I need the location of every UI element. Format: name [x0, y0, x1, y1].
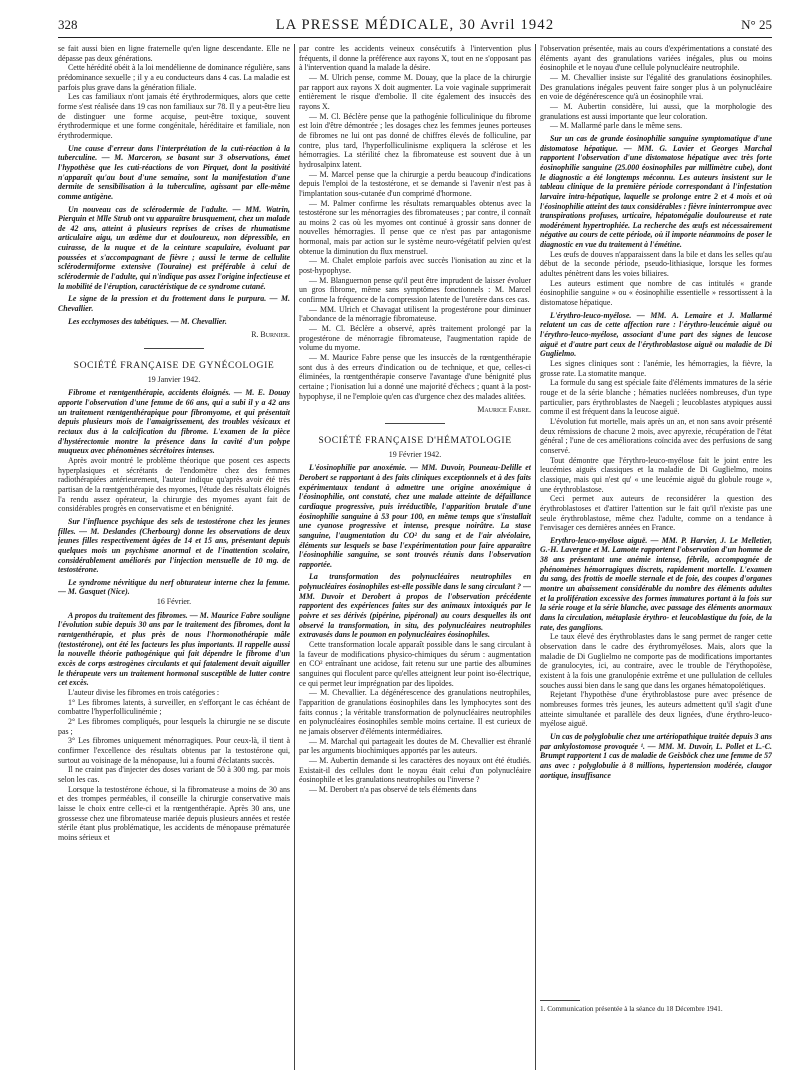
column-divider	[294, 44, 295, 1070]
article-heading-paragraph: L'érythro-leuco-myélose. — MM. A. Lemaire et J. Mallarmé relatent un cas de cette affection rare : l'érythro-leucémie aiguë ou l'érythro-leuco-myélose, associant d'une part des signes de leucose aiguë et d'autre part ceux de l'érythroblastose aiguë ou maladie de Di Guglielmo.	[540, 310, 772, 359]
society-section-title: SOCIÉTÉ FRANÇAISE D'HÉMATOLOGIE	[318, 434, 512, 446]
paragraph: La formule du sang est spéciale faite d'éléments immatures de la série rouge et de la série blanche ; hématies nucléées nombreuses, d'un type particulier, pars érythroblastes de Naegeli ; leucoblastes atypiques aussi comme il est fréquent dans la leucose aiguë.	[540, 378, 772, 417]
paragraph: — M. Cl. Béclère a observé, après traitement prolongé par la progestérone de ménorragie fibromateuse, l'augmentation rapide de volume du myome.	[299, 324, 531, 353]
paragraph: Les œufs de douves n'apparaissent dans la bile et dans les selles qu'au début de la seconde période, pseudo-lithiasique, lorsque les formes adultes pénètrent dans les voies biliaires.	[540, 249, 772, 279]
session-date: 19 Janvier 1942.	[147, 374, 201, 384]
column-divider	[535, 44, 536, 1070]
page-number: 328	[58, 17, 78, 32]
session-date: 16 Février.	[156, 597, 192, 607]
section-divider	[144, 348, 204, 349]
article-heading-paragraph: Sur un cas de grande éosinophilie sanguine symptomatique d'une distomatose hépatique. — MM. G. Lavier et Georges Marchal rapportent l'observation d'une distomatose hépatique avec très forte éosinophilie sanguine (25.000 éosinophiles par millimètre cube), dont le diagnostic a été longtemps méconnu. Les auteurs insistent sur le tableau clinique de la première période correspondant à l'infestation larvaire intra-hépatique, laquelle se prolonge entre 2 et 4 mois et où l'éosinophilie atteint des taux considérables : fièvre ininterrompue avec transpirations profuses, urticaire, hépatomégalie douloureuse et rate modérément hypertrophiée. La recherche des œufs est nécessairement négative au cours de cette période, où il importe néanmoins de poser le diagnostic en vue du traitement à l'émétine.	[540, 133, 772, 250]
article-heading-paragraph: Une cause d'erreur dans l'interprétation de la cuti-réaction à la tuberculine. — M. Marceron, se basant sur 3 observations, émet l'hypothèse que les cuti-réactions de von Pirquet, dont la positivité n'apparaît qu'au bout d'une semaine, sont la manifestation d'une dermite de sensibilisation à la tuberculine, agissant par elle-même comme antigène.	[58, 143, 290, 201]
column-3	[540, 44, 772, 994]
page-header	[58, 17, 772, 35]
paragraph: par contre les accidents veineux consécutifs à l'intervention plus fréquents, il donne la préférence aux rayons X, tout en ne s'opposant pas à l'intervention quand la malade la désire.	[299, 44, 531, 73]
paragraph: L'évolution fut mortelle, mais après un an, et non sans avoir présenté deux rémissions de chacune 2 mois, avec apyrexie, récupération de l'état général ; l'une de ces améliorations coïncida avec des perfusions de sang conservé.	[540, 416, 772, 455]
paragraph: — M. Ulrich pense, comme M. Douay, que la place de la chirurgie par rapport aux rayons X doit augmenter. La voie vaginale supprimerait entièrement le risque d'embolie. Il cite également des insuccès des rayons X.	[299, 72, 531, 111]
paragraph: — M. Derobert n'a pas observé de tels éléments dans	[309, 784, 477, 794]
paragraph: — M. Cl. Béclère pense que la pathogénie folliculinique du fibrome est loin d'être démontrée ; les dosages chez les femmes jeunes porteuses de fibromes ne lui ont pas donné de chiffres élevés de folliculine, par contre, plus tard, l'hyperfolliculinisme expliquera la sclérose et les hémorragies. La stérilité chez la fibromateuse est souvent due à un hydrosalpinx latent.	[299, 111, 531, 169]
paragraph: Tout démontre que l'érythro-leuco-myélose fait le joint entre les leucémies aiguës classiques et la maladie de Di Guglielmo, moins classique, mais qui n'est qu' « une leucémie aiguë du globule rouge », une érythroblastose.	[540, 455, 772, 494]
paragraph: 2° Les fibromes compliqués, pour lesquels la chirurgie ne se discute pas ;	[58, 717, 290, 736]
paragraph: Lorsque la testostérone échoue, si la fibromateuse a moins de 30 ans et des trompes perméables, il conseille la chirurgie conservative mais laisse le choix entre celle-ci et la rœntgenthérapie. Après 30 ans, une grossesse chez une fibromateuse mariée depuis plusieurs années et restée stérile étant plus problématique, les accidents de ménopause prématurée moins sérieux et	[58, 784, 290, 842]
paragraph: l'observation présentée, mais au cours d'expérimentations a constaté des éléments ayant des granulations variées inégales, plus ou moins éosinophile et le noyau d'une cellule polynucléaire neutrophile.	[540, 44, 772, 73]
paragraph: Ceci permet aux auteurs de reconsidérer la question des érythroblastoses et d'attirer l'attention sur le fait qu'il n'existe pas une seule érythroblastose, même chez l'adulte, comme on a tendance à l'envisager ces dernières années en France.	[540, 494, 772, 533]
paragraph: — M. Blanguernon pense qu'il peut être imprudent de laisser évoluer un gros fibrome, même sans symptômes fonctionnels : M. Marcel confirme la fréquence de la compression latente de l'uretère dans ces cas.	[299, 275, 531, 305]
article-heading-paragraph: Le syndrome névritique du nerf obturateur interne chez la femme. — M. Gasquet (Nice).	[58, 577, 290, 597]
paragraph: Les signes cliniques sont : l'anémie, les hémorragies, la fièvre, la grosse rate. La stomatite manque.	[540, 359, 772, 378]
paragraph: Les auteurs estiment que nombre de cas intitulés « grande éosinophilie sanguine » ou « éosinophilie essentielle » ressortissent à la distomatose hépatique.	[540, 278, 772, 308]
paragraph: — M. Chevallier. La dégénérescence des granulations neutrophiles, l'apparition de granulations éosinophiles dans les lymphocytes sont des faits connus ; la véritable transformation de polynucléaires neutrophiles en polynucléaires éosinophiles semble moins certaine. Il est curieux de ne jamais observer d'éléments intermédiaires.	[299, 688, 531, 736]
paragraph: — M. Mallarmé parle dans le même sens.	[550, 121, 683, 131]
paragraph: Le taux élevé des érythroblastes dans le sang permet de ranger cette observation dans le cadre des érythromyéloses. Mais, alors que la maladie de Di Guglielmo ne comporte pas de modifications importantes de granulocytes, ici, au contraire, avec le trouble de l'érythopoïèse, existent à la fois une granulopénie extrême et une pullulation de cellules souches aussi bien dans le sang que dans les organes hématopoïétiques.	[540, 632, 772, 690]
article-heading-paragraph: L'éosinophilie par anoxémie. — MM. Duvoir, Pouneau-Delille et Derobert se rapportant à des faits cliniques exceptionnels et à des faits expérimentaux tendant à admettre une origine anoxémique à l'éosinophilie, ont constaté, chez une malade atteinte de défaillance cardiaque progressive, puis irréductible, l'apparition brutale d'une éosinophilie sanguine à 53 pour 100, en même temps que s'installait une cyanose progressive et intense, presque noirâtre. La stase sanguine, l'augmentation du CO² du sang et de l'air alvéolaire, éléments sur lesquels se base l'expérimentation pour faire apparaître l'éosinophilie sanguine, se sont trouvés réunis dans l'observation rapportée.	[299, 463, 531, 569]
paragraph: — M. Aubertin considère, lui aussi, que la morphologie des granulations est aussi importante que leur coloration.	[540, 101, 772, 121]
paragraph: se fait aussi bien en ligne fraternelle qu'en ligne descendante. Elle ne dépasse pas deux générations.	[58, 44, 290, 63]
paragraph: — M. Maurice Fabre pense que les insuccès de la rœntgenthérapie sont dus à des erreurs d'indication ou de technique, et que, celles-ci éliminées, la rœntgenthérapie conserve l'avantage d'une bénignité plus certaine ; l'ionisation lui a donné une majorité d'échecs ; quant à la post-hypophyse, il ne l'emploie qu'en cas d'urgence chez des malades alitées.	[299, 353, 531, 401]
article-heading-paragraph: A propos du traitement des fibromes. — M. Maurice Fabre souligne l'évolution subie depuis 30 ans par le traitement des fibromes, dont la rœntgenthérapie, et plus près de nous l'hormonothérapie mâle (testostérone), ont été les facteurs les plus importants. Il rappelle aussi la nouvelle théorie pathogénique qui fait dépendre le fibrome d'un excès de corps œstrogènes circulants et qui fatalement devait aiguiller le thérapeute vers un traitement hormonal susceptible de lutter contre cet excès.	[58, 610, 290, 688]
article-heading-paragraph: La transformation des polynucléaires neutrophiles en polynucléaires éosinophiles est-elle possible dans le sang circulant ? — MM. Duvoir et Derobert à propos de l'observation précédente rapportent des expériences faites sur des animaux intoxiqués par le poivre et ses dérivés (pipérine, pipéronal) au cours desquelles ils ont observé la transformation, in situ, des polynucléaires neutrophiles extravasés dans le poumon en polynucléaires éosinophiles.	[299, 572, 531, 640]
author-signature: Maurice Fabre.	[477, 405, 531, 415]
paragraph: Cette transformation locale apparaît possible dans le sang circulant à la faveur de modifications physico-chimiques du sérum : augmentation en CO² entraînant une acidose, fait retenu sur une partie des albumines sanguines qui floculent parce qu'elles atteignent leur point iso-électrique, ce qui permet leur imprégnation par des lipoïdes.	[299, 640, 531, 688]
paragraph: L'auteur divise les fibromes en trois catégories :	[68, 688, 220, 698]
article-heading-paragraph: Le signe de la pression et du frottement dans le purpura. — M. Chevallier.	[58, 294, 290, 314]
issue-number: N° 25	[741, 17, 772, 32]
paragraph: — MM. Ulrich et Chavagat utilisent la progestérone pour diminuer l'abondance de la ménorragie fibromateuse.	[299, 304, 531, 324]
paragraph: — M. Chevallier insiste sur l'égalité des granulations éosinophiles. Des granulations inégales peuvent faire songer plus à un polynucléaire en voie de dégénérescence qu'à un éosinophile vrai.	[540, 72, 772, 102]
paragraph: 1° Les fibromes latents, à surveiller, en s'efforçant le cas échéant de combattre l'hyperfolliculinémie ;	[58, 697, 290, 717]
article-heading-paragraph: Un cas de polyglobulie chez une artériopathique traitée depuis 3 ans par ankylostomose provoquée ¹. — MM. M. Duvoir, L. Pollet et L.-C. Brumpt rapportent 1 cas de maladie de Geisböck chez une femme de 57 ans avec : polyglobulie à 8 millions, hypertension modérée, claugor aortique, insuffisance	[540, 731, 772, 780]
footnote: 1. Communication présentée à la séance du 18 Décembre 1941.	[540, 1005, 723, 1013]
header-rule	[58, 37, 772, 38]
session-date: 19 Février 1942.	[388, 449, 442, 459]
article-heading-paragraph: Les ecchymoses des tabétiques. — M. Chevallier.	[68, 316, 227, 326]
paragraph: — M. Marcel pense que la chirurgie a perdu beaucoup d'indications depuis l'emploi de la testostérone, et se demande si l'avenir n'est pas à l'implantation sous-cutanée d'un comprimé d'hormone.	[299, 169, 531, 198]
paragraph: Rejetant l'hypothèse d'une érythroblastose pure avec présence de nombreuses formes très jeunes, les auteurs admettent qu'il s'agit d'une atteinte simultanée et parallèle des deux lignées, d'une érythro-leuco-myélose aiguë.	[540, 690, 772, 729]
column-1	[58, 44, 290, 1070]
masthead-title: LA PRESSE MÉDICALE, 30 Avril 1942	[275, 17, 555, 33]
paragraph: — M. Palmer confirme les résultats remarquables obtenus avec la testostérone sur les ménorragies des fibromateuses ; par contre, il connaît au moins 2 cas où les myomes ont continué à grossir sans donner de nouvelles hémorragies. Il pense que ce n'est pas par antagonisme hormonal, mais par action sur le système neuro-végétatif pelvien qu'est obtenue la diminution du flux menstruel.	[299, 198, 531, 256]
paragraph: Il ne craint pas d'injecter des doses variant de 50 à 300 mg. par mois selon les cas.	[58, 765, 290, 784]
section-divider	[385, 423, 445, 424]
paragraph: Après avoir montré le problème théorique que posent ces aspects hyperplasiques et sécrétants de l'endomètre chez des femmes radiothérapiées antérieurement, l'auteur indique qu'après avoir été très partisan de la rœntgenthérapie des myomes, l'étude des résultats éloignés l'a rendu assez opérateur, la chirurgie des myomes ayant fait de considérables progrès en conservatisme et en bénignité.	[58, 455, 290, 514]
paragraph: Cette hérédité obéit à la loi mendélienne de dominance régulière, sans prédominance sexuelle ; il y a eu conducteurs dans 4 cas. La maladie est parfois plus grave dans la génération filiale.	[58, 63, 290, 92]
paragraph: 3° Les fibromes uniquement ménorragiques. Pour ceux-là, il tient à confirmer l'excellence des résultats obtenus par la testostérone qui, surtout au voisinage de la ménopause, lui a fourni d'éclatants succès.	[58, 736, 290, 765]
paragraph: — M. Marchal qui partageait les doutes de M. Chevallier est éhranlé par les arguments biochimiques apportés par les auteurs.	[299, 736, 531, 756]
paragraph: — M. Chalet emploie parfois avec succès l'ionisation au zinc et la post-hypophyse.	[299, 256, 531, 276]
article-heading-paragraph: Erythro-leuco-myélose aiguë. — MM. P. Harvier, J. Le Melletier, G.-H. Lavergne et M. Lamotte rapportent l'observation d'un homme de 38 ans présentant une anémie intense, fébrile, accompagnée de phénomènes hémorragiques discrets, rapidement mortelle. L'examen du sang, des frottis de moelle sternale et de foie, des coupes d'organes montre un abaissement considérable du nombre des éléments adultes et la prolifération excessive des formes immatures portant à la fois sur la série rouge et la série blanche, avec passage des éléments anormaux dans la circulation, métaplasie érythro- et leucoblastique du foie, de la rate, des ganglions.	[540, 535, 772, 632]
paragraph: — M. Aubertin demande si les caractères des noyaux ont été étudiés. Existait-il des cellules dont le noyau était celui d'un polynucléaire éosinophile et les granulations neutrophiles ou l'inverse ?	[299, 755, 531, 785]
author-signature: R. Burnier.	[251, 330, 290, 340]
article-heading-paragraph: Un nouveau cas de sclérodermie de l'adulte. — MM. Watrin, Pierquin et Mlle Strub ont vu apparaître brusquement, chez un malade de 42 ans, atteint à plusieurs reprises de crises de rhumatisme articulaire aigu, un œdème dur et douloureux, non dépressible, en cuirasse, de la nuque et de la ceinture scapulaire, évoluant par poussées et s'accompagnant de fièvre ; aussi le terme de cellulite sclérodermiforme extensive (Touraine) est préférable à celui de sclérodermie de l'adulte, qui n'indique pas assez l'origine infectieuse et la mobilité de l'éruption, caractéristique de ce syndrome cutané.	[58, 204, 290, 291]
society-section-title: SOCIÉTÉ FRANÇAISE DE GYNÉCOLOGIE	[73, 360, 275, 372]
column-2	[299, 44, 531, 1070]
article-heading-paragraph: Sur l'influence psychique des sels de testostérone chez les jeunes filles. — M. Deslandes (Cherbourg) donne les observations de deux jeunes filles respectivement âgées de 14 et 15 ans, présentant depuis quelques mois un psychisme anormal et de l'inattention scolaire, considérablement améliorés par l'injection mensuelle de 10 mg. de testostérone.	[58, 516, 290, 575]
footnote-rule	[540, 1000, 580, 1001]
paragraph: Les cas familiaux n'ont jamais été érythrodermiques, alors que cette forme s'est réalisée dans 19 cas non familiaux sur 78. Il y a peut-être lieu de distinguer une forme acquise, peut-être toxique, souvent érythrodermique et une forme congénitale, héréditaire et familiale, non érythrodermique.	[58, 92, 290, 140]
article-heading-paragraph: Fibrome et rœntgenthérapie, accidents éloignés. — M. E. Douay apporte l'observation d'une femme de 66 ans, qui a subi il y a 42 ans un traitement rœntgenthérapique pour fibromyome, et qui présentait depuis plusieurs mois de l'amaigrissement, des troubles vésicaux et rectaux dus à la calcification du fibrome. L'examen de la pièce d'hystérectomie montre la présence dans la cavité d'un polype muqueux avec phénomènes sécrétoires intenses.	[58, 388, 290, 456]
